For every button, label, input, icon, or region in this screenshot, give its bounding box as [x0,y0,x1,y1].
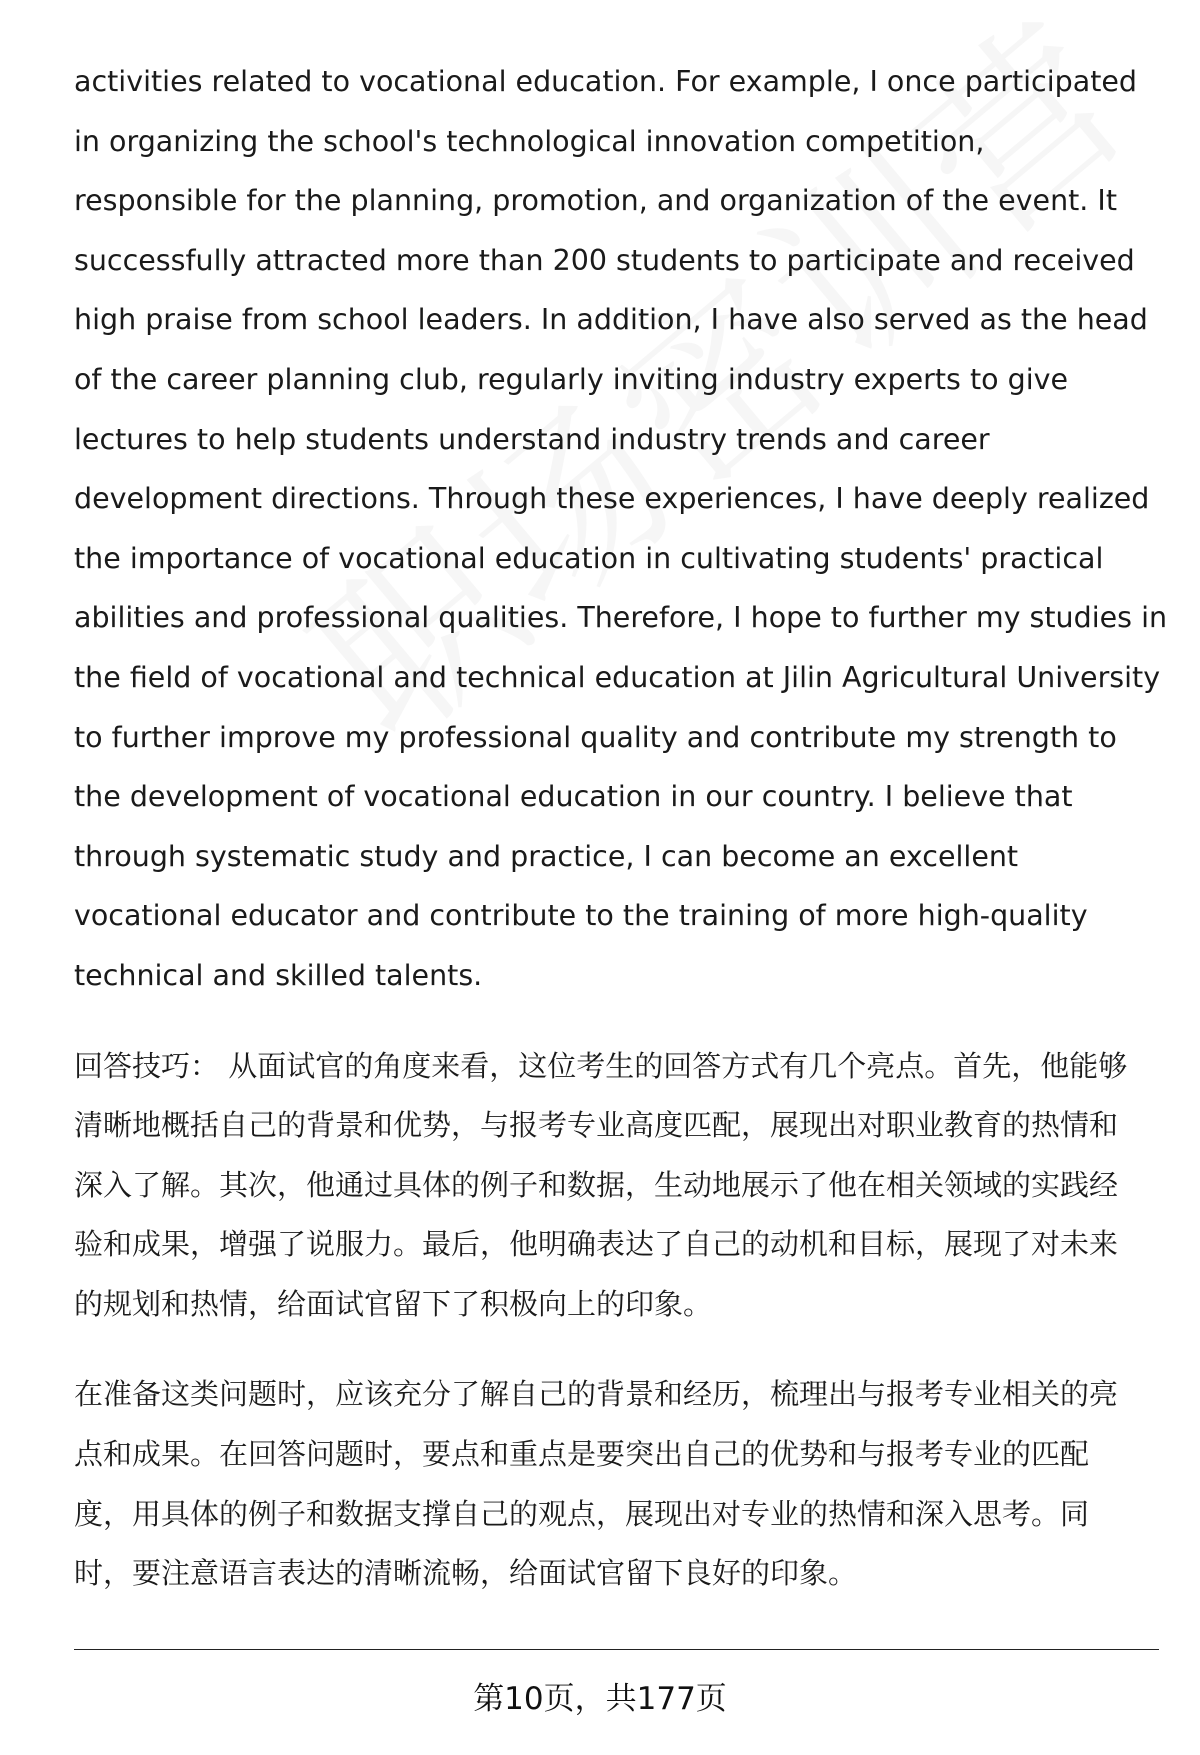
paragraph-line: through systematic study and practice, I can become an excellent [74,839,1019,873]
paragraph-line: successfully attracted more than 200 students to participate and received [74,243,1135,277]
paragraph-line: 点和成果。在回答问题时，要点和重点是要突出自己的优势和与报考专业的匹配 [74,1437,1090,1472]
paragraph-line: lectures to help students understand industry trends and career [74,422,990,456]
paragraph-line: to further improve my professional quality and contribute my strength to [74,720,1117,754]
paragraph-line: high praise from school leaders. In addition, I have also served as the head [74,303,1148,337]
paragraph-line: 深入了解。其次，他通过具体的例子和数据，生动地展示了他在相关领域的实践经 [74,1167,1119,1202]
paragraph-line: development directions. Through these experiences, I have deeply realized [74,482,1150,516]
preparation-advice-paragraph [74,1365,1159,1603]
page-content [74,52,1168,1604]
paragraph-line: the importance of vocational education in cultivating students' practical [74,541,1104,575]
paragraph-line: 的规划和热情，给面试官留下了积极向上的印象。 [74,1286,713,1321]
paragraph-line: the field of vocational and technical education at Jilin Agricultural University [74,660,1161,694]
paragraph-line: of the career planning club, regularly inviting industry experts to give [74,362,1069,396]
paragraph-line: activities related to vocational education. For example, I once participated [74,65,1138,98]
paragraph-line: the development of vocational education in our country. I believe that [74,780,1073,814]
paragraph-line: 度，用具体的例子和数据支撑自己的观点，展现出对专业的热情和深入思考。同 [74,1496,1090,1531]
paragraph-line: responsible for the planning, promotion, and organization of the event. It [74,184,1118,218]
paragraph-line: 时，要注意语言表达的清晰流畅，给面试官留下良好的印象。 [74,1556,858,1591]
paragraph-line: 在准备这类问题时，应该充分了解自己的背景和经历，梳理出与报考专业相关的亮 [74,1377,1119,1412]
english-paragraph [74,52,1168,1006]
footer-divider [74,1649,1159,1650]
paragraph-line: abilities and professional qualities. Therefore, I hope to further my studies in [74,601,1168,635]
paragraph-line: 回答技巧： 从面试官的角度来看，这位考生的回答方式有几个亮点。首先，他能够 [74,1048,1128,1083]
paragraph-line: vocational educator and contribute to the training of more high-quality [74,899,1088,933]
answer-tips-paragraph [74,1037,1159,1335]
paragraph-gap [74,1334,1159,1365]
paragraph-line: 清晰地概括自己的背景和优势，与报考专业高度匹配，展现出对职业教育的热情和 [74,1108,1119,1143]
paragraph-line: in organizing the school's technological innovation competition, [74,124,985,158]
paragraph-gap [74,1006,1159,1037]
paragraph-line: technical and skilled talents. [74,958,483,992]
page-number: 第10页，共177页 [473,1681,727,1717]
paragraph-line: 验和成果，增强了说服力。最后，他明确表达了自己的动机和目标，展现了对未来 [74,1227,1119,1262]
